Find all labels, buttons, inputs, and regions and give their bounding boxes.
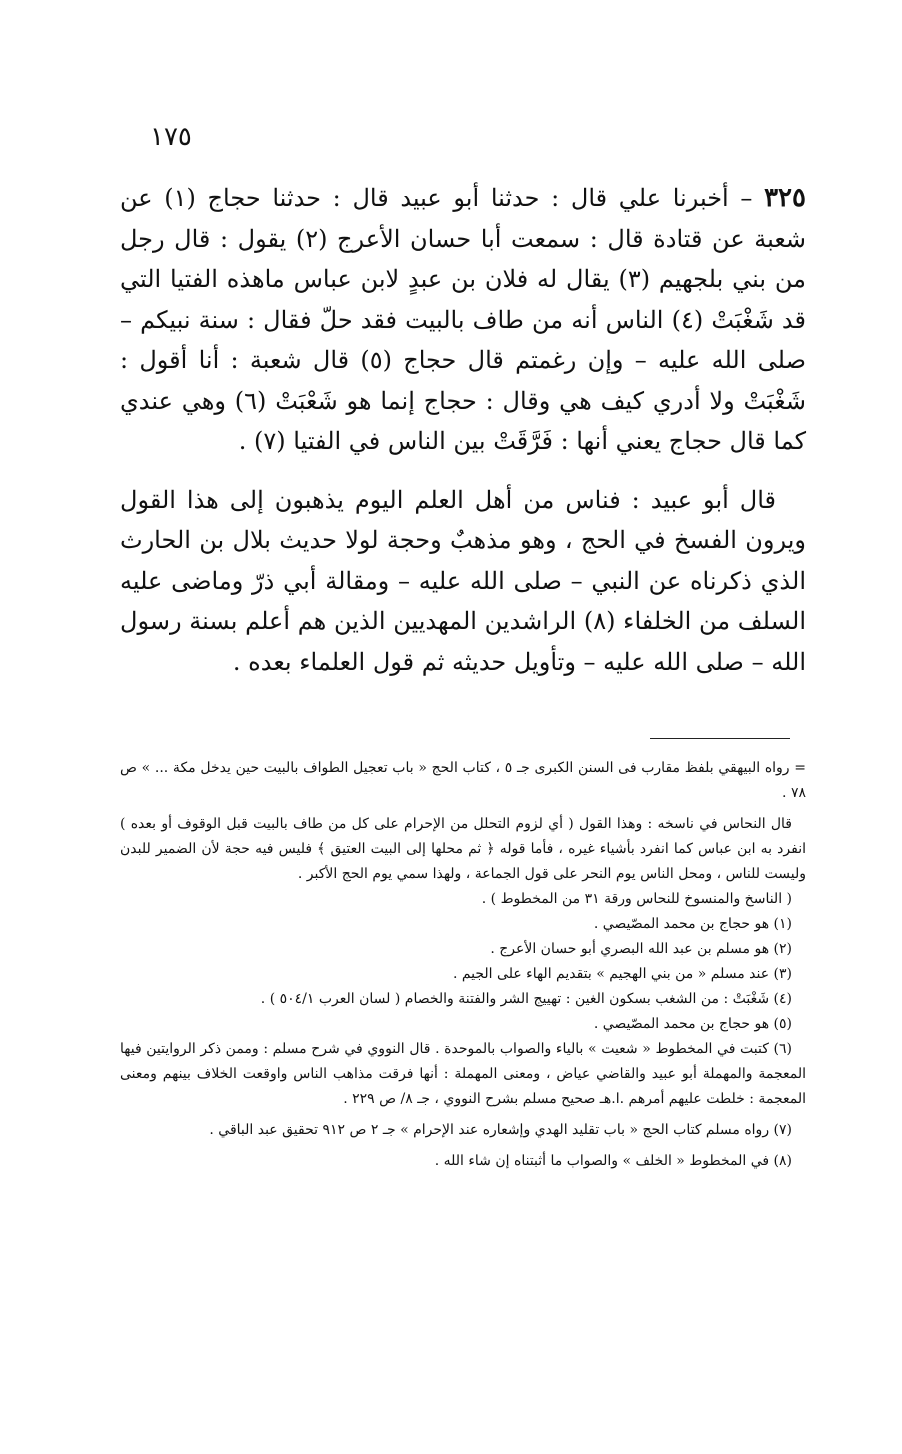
page-number: ١٧٥	[150, 122, 192, 152]
footnote-4: (٤) شَغْبَتْ : من الشغب بسكون الغين : تهييج الشر والفتنة والخصام ( لسان العرب ٥٠٤/١ ) .	[260, 991, 792, 1007]
footnote-5: (٥) هو حجاج بن محمد المصّيصي .	[593, 1016, 792, 1032]
paragraph-1-text: – أخبرنا علي قال : حدثنا أبو عبيد قال : حدثنا حجاج (١) عن شعبة عن قتادة قال : سمعت أبا حسان الأعرج (٢) يقول : قال رجل من بني بلجهيم (٣) يقال له فلان بن عبدٍ لابن عباس ماهذه الفتيا التي قد شَغْبَتْ (٤) الناس أنه من طاف بالبيت فقد حلّ فقال : سنة نبيكم – صلى الله عليه – وإن رغمتم قال حجاج (٥) قال شعبة : أنا أقول : شَغْبَتْ ولا أدري كيف هي وقال : حجاج إنما هو شَعْبَتْ (٦) وهي عندي كما قال حجاج يعني أنها : فَرَّقَتْ بين الناس في الفتيا (٧) .	[120, 184, 807, 455]
footnote-continuation: = رواه البيهقي بلفظ مقارب فى السنن الكبرى جـ ٥ ، كتاب الحج « باب تعجيل الطواف بالبيت حين يدخل مكة ... » ص ٧٨ .	[120, 760, 806, 801]
footnote-2: (٢) هو مسلم بن عبد الله البصري أبو حسان الأعرج .	[490, 941, 792, 957]
hadith-number: ٣٢٥	[764, 183, 806, 213]
paragraph-hadith	[120, 178, 806, 462]
paragraph-2: قال أبو عبيد : فناس من أهل العلم اليوم يذهبون إلى هذا القول ويرون الفسخ في الحج ، وهو مذهبٌ وحجة لولا حديث بلال بن الحارث الذي ذكرناه عن النبي – صلى الله عليه – ومقالة أبي ذرّ وماضى عليه السلف من الخلفاء (٨) الراشدين المهديين الذين هم أعلم بسنة رسول الله – صلى الله عليه – وتأويل حديثه ثم قول العلماء بعده .	[120, 485, 806, 676]
footnotes	[120, 756, 806, 1174]
footnote-source: ( الناسخ والمنسوخ للنحاس ورقة ٣١ من المخطوط ) .	[481, 891, 792, 907]
footnote-divider	[650, 738, 790, 739]
footnote-3: (٣) عند مسلم « من بني الهجيم » بتقديم الهاء على الجيم .	[452, 966, 792, 982]
footnote-6: (٦) كتبت في المخطوط « شعيت » بالياء والصواب بالموحدة . قال النووي في شرح مسلم : وممن ذكر الروايتين فيها المعجمة والمهملة أبو عبيد والقاضي عياض ، ومعنى المهملة : أنها فرقت مذاهب الناس واوقعت الخلاف بينهم ومعنى المعجمة : خلطت عليهم أمرهم .ا.هـ صحيح مسلم بشرح النووي ، جـ ٨/ ص ٢٢٩ .	[120, 1041, 806, 1107]
footnote-7: (٧) رواه مسلم كتاب الحج « باب تقليد الهدي وإشعاره عند الإحرام » جـ ٢ ص ٩١٢ تحقيق عبد الباقي .	[209, 1122, 792, 1138]
footnote-1: (١) هو حجاج بن محمد المصّيصي .	[593, 916, 792, 932]
main-text	[120, 178, 806, 682]
footnote-8: (٨) في المخطوط « الخلف » والصواب ما أثبتناه إن شاء الله .	[434, 1153, 792, 1169]
footnote-nahhas: قال النحاس في ناسخه : وهذا القول ( أي لزوم التحلل من الإحرام على كل من طاف بالبيت قبل الوقوف أو بعده ) انفرد به ابن عباس كما انفرد بأشياء غيره ، فأما قوله ﴿ ثم محلها إلى البيت العتيق ﴾ فليس فيه حجة لأن الضمير للبدن وليست للناس ، ومحل الناس يوم النحر على قول الجماعة ، ولهذا سمي يوم الحج الأكبر .	[120, 816, 806, 882]
